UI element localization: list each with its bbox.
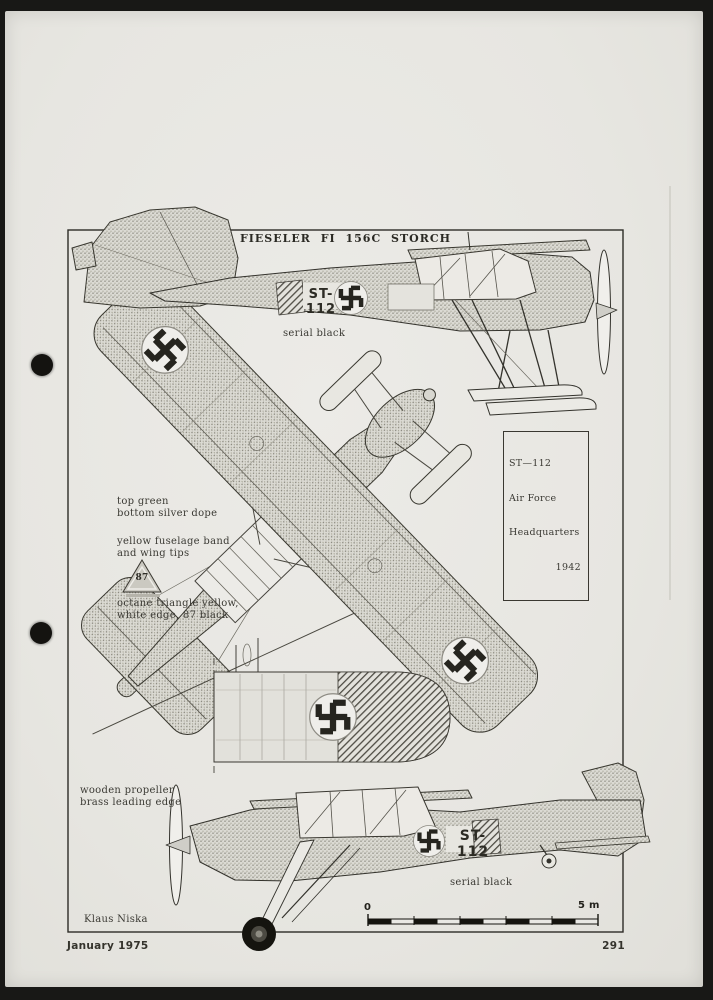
aircraft-code-bottom: ST-112	[456, 828, 490, 860]
info-year: 1942	[555, 561, 581, 573]
unit-info-box	[503, 431, 589, 601]
note-paint	[117, 496, 217, 519]
info-unit-line1: Air Force	[509, 492, 557, 504]
note-paint-line2: bottom silver dope	[117, 507, 218, 519]
plate-title: FIESELER FI 156C STORCH	[239, 232, 452, 245]
page-number: 291	[602, 940, 625, 952]
note-prop-line2: brass leading edge	[80, 796, 182, 808]
note-band-line1: yellow fuselage band	[117, 536, 230, 547]
note-band	[117, 536, 230, 559]
caption-serial-black-top: serial black	[283, 328, 346, 339]
note-octane-line1: octane triangle yellow,	[117, 598, 239, 609]
caption-serial-black-bottom: serial black	[450, 877, 513, 888]
note-propeller	[80, 785, 181, 808]
note-band-line2: and wing tips	[117, 547, 190, 559]
note-octane	[117, 598, 239, 621]
scale-start-label: 0	[364, 902, 372, 913]
air-force-roundel-icon	[310, 694, 357, 741]
scale-end-label: 5 m	[578, 900, 600, 911]
note-prop-line1: wooden propeller	[80, 785, 174, 796]
note-paint-line1: top green	[117, 496, 169, 507]
scale-bar	[368, 914, 598, 926]
aircraft-code-top: ST-112	[305, 287, 337, 317]
note-octane-line2: white edge, 87 black	[117, 609, 229, 621]
info-unit-line2: Headquarters	[509, 527, 580, 538]
air-force-roundel-icon	[414, 826, 445, 857]
footer-date: January 1975	[67, 940, 149, 952]
artist-credit: Klaus Niska	[84, 914, 148, 925]
octane-number: 87	[135, 573, 149, 583]
info-serial: ST—112	[509, 458, 552, 469]
